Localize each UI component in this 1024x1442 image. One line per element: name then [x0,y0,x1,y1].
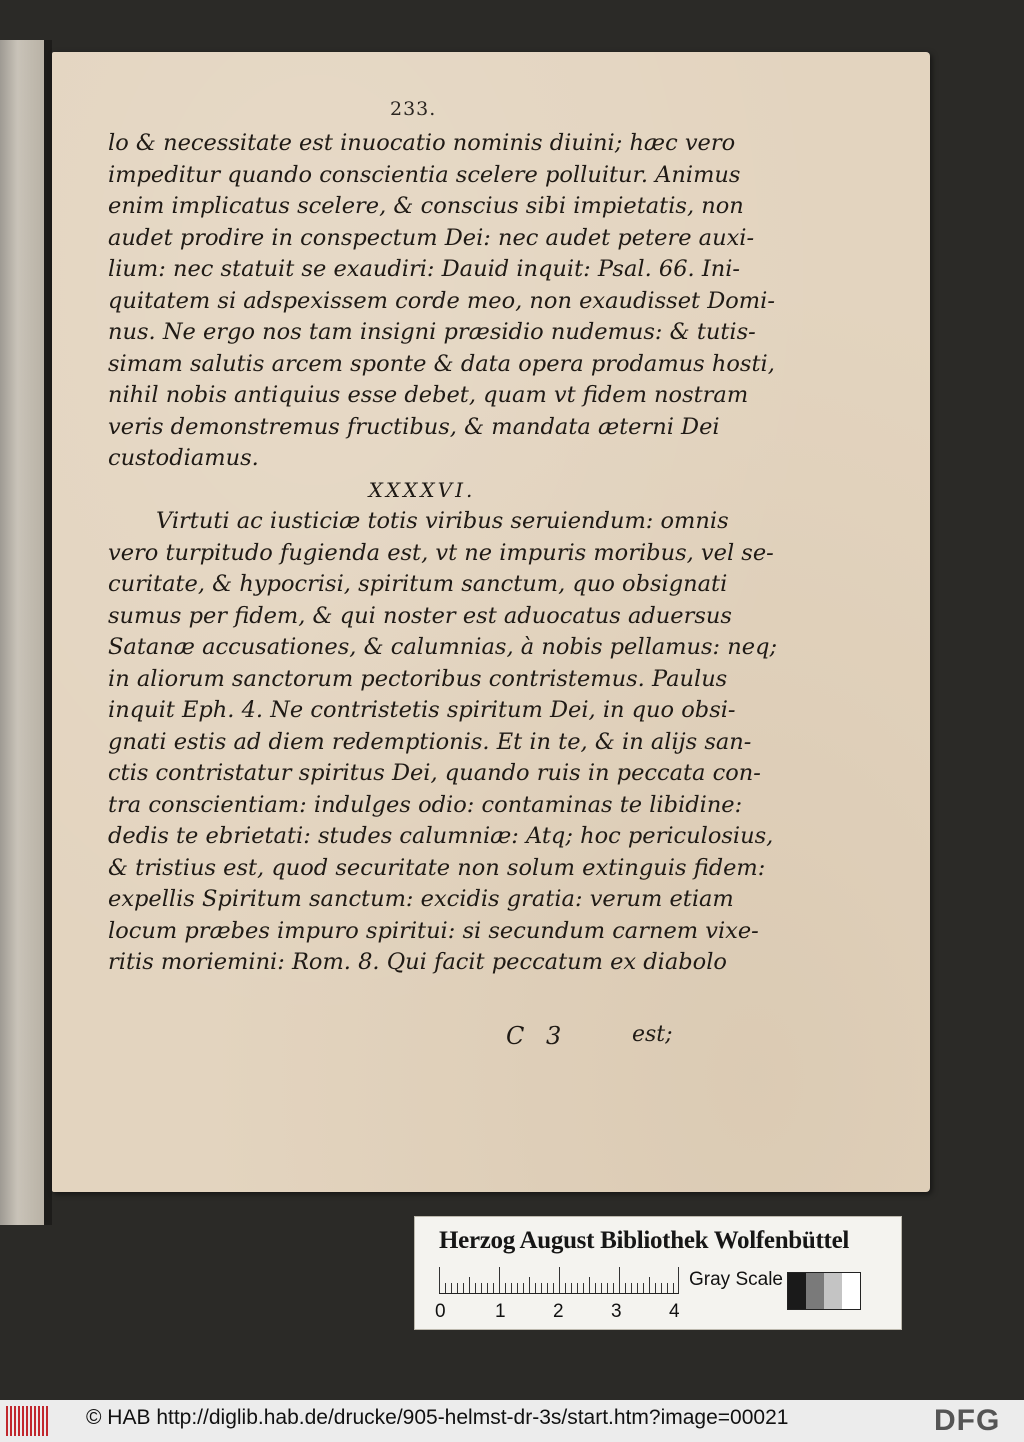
catchword: est; [632,1022,673,1047]
gray-swatch [842,1273,860,1309]
signature-mark-letter: C [506,1022,525,1050]
text-line: ctis contristatur spiritus Dei, quando ruis in peccata con- [108,760,761,786]
text-line: Virtuti ac iusticiæ totis viribus seruiendum: omnis [156,508,729,534]
hab-logo-icon [6,1406,48,1436]
gray-swatch [824,1273,842,1309]
ruler-tick [643,1283,644,1293]
ruler-tick [661,1283,662,1293]
text-line: nihil nobis antiquius esse debet, quam vt fidem nostram [108,382,749,408]
text-line: custodiamus. [108,445,259,471]
text-line: curitate, & hypocrisi, spiritum sanctum, quo obsignati [108,571,728,597]
ruler-tick [469,1277,470,1293]
ruler-tick [457,1283,458,1293]
ruler-tick [655,1283,656,1293]
section-heading: XXXXVI. [368,477,476,502]
ruler-tick [625,1283,626,1293]
text-line: nus. Ne ergo nos tam insigni præsidio nudemus: & tutis- [108,319,756,345]
ruler-tick [505,1283,506,1293]
gray-scale-swatches [787,1272,861,1310]
ruler-tick [547,1283,548,1293]
text-line: dedis te ebrietati: studes calumniæ: Atq; hoc periculosius, [108,823,774,849]
ruler-tick [463,1283,464,1293]
text-line: lo & necessitate est inuocatio nominis diuini; hæc vero [108,130,736,156]
footer-bar [0,1400,1024,1442]
ruler-tick [577,1283,578,1293]
ruler-tick [631,1283,632,1293]
ruler-tick [529,1277,530,1293]
ruler-tick [445,1283,446,1293]
ruler-number: 2 [553,1301,564,1322]
dfg-logo: DFG [934,1404,1001,1437]
previous-page-edge [0,40,46,1225]
text-line: impeditur quando conscientia scelere polluitur. Animus [108,161,741,188]
ruler-tick [595,1283,596,1293]
ruler-tick [523,1283,524,1293]
ruler-tick [589,1277,590,1293]
ruler-tick [619,1267,620,1293]
text-line: & tristius est, quod securitate non solum extinguis fidem: [108,854,766,881]
text-line: Satanæ accusationes, & calumnias, à nobis pellamus: neq; [108,634,778,660]
ruler-number: 0 [435,1301,446,1322]
text-line: inquit Eph. 4. Ne contristetis spiritum Dei, in quo obsi- [108,697,736,723]
book-page [52,52,930,1192]
ruler-tick [493,1283,494,1293]
ruler-tick [487,1283,488,1293]
text-line: ritis moriemini: Rom. 8. Qui facit peccatum ex diabolo [108,949,727,975]
ruler-tick [583,1283,584,1293]
ruler-tick [565,1283,566,1293]
gray-scale-label: Gray Scale [689,1269,783,1290]
ruler-tick [553,1283,554,1293]
text-line: in aliorum sanctorum pectoribus contristemus. Paulus [108,665,728,692]
gray-swatch [806,1273,824,1309]
text-line: simam salutis arcem sponte & data opera prodamus hosti, [108,350,775,377]
library-color-card [414,1216,902,1330]
ruler-tick [637,1283,638,1293]
ruler-tick [613,1283,614,1293]
gray-swatch [788,1273,806,1309]
text-line: vero turpitudo fugienda est, vt ne impuris moribus, vel se- [108,539,774,566]
ruler-tick [601,1283,602,1293]
signature-mark-number: 3 [546,1022,562,1050]
ruler-tick [499,1267,500,1293]
ruler-tick [541,1283,542,1293]
copyright-url[interactable]: © HAB http://diglib.hab.de/drucke/905-helmst-dr-3s/start.htm?image=00021 [86,1406,789,1429]
ruler-tick [535,1283,536,1293]
text-line: sumus per fidem, & qui noster est aduocatus aduersus [108,602,732,629]
text-line: tra conscientiam: indulges odio: contaminas te libidine: [108,791,743,818]
ruler-tick [439,1267,440,1293]
ruler-tick [451,1283,452,1293]
ruler-tick [607,1283,608,1293]
ruler-number: 4 [669,1301,680,1322]
text-line: expellis Spiritum sanctum: excidis gratia: verum etiam [108,886,734,912]
ruler-tick [667,1283,668,1293]
scale-ruler [439,1267,679,1294]
text-line: veris demonstremus fructibus, & mandata æterni Dei [108,413,720,440]
body-text [108,128,778,979]
ruler-tick [559,1267,560,1293]
ruler-tick [511,1283,512,1293]
text-line: quitatem si adspexissem corde meo, non exaudisset Domi- [108,287,775,314]
ruler-tick [475,1283,476,1293]
text-line: gnati estis ad diem redemptionis. Et in te, & in alijs san- [108,728,752,755]
ruler-tick [571,1283,572,1293]
ruler-tick [649,1277,650,1293]
ruler-tick [678,1267,679,1293]
text-line: lium: nec statuit se exaudiri: Dauid inquit: Psal. 66. Ini- [108,256,740,282]
book-gutter [44,40,52,1225]
text-line: enim implicatus scelere, & conscius sibi impietatis, non [108,193,744,219]
ruler-number: 3 [611,1301,622,1322]
ruler-tick [517,1283,518,1293]
ruler-tick [673,1283,674,1293]
text-line: audet prodire in conspectum Dei: nec audet petere auxi- [108,224,755,251]
text-line: locum præbes impuro spiritui: si secundum carnem vixe- [108,917,759,944]
library-name: Herzog August Bibliothek Wolfenbüttel [439,1227,850,1254]
ruler-tick [481,1283,482,1293]
page-number: 233. [390,98,437,120]
ruler-number: 1 [495,1301,506,1322]
